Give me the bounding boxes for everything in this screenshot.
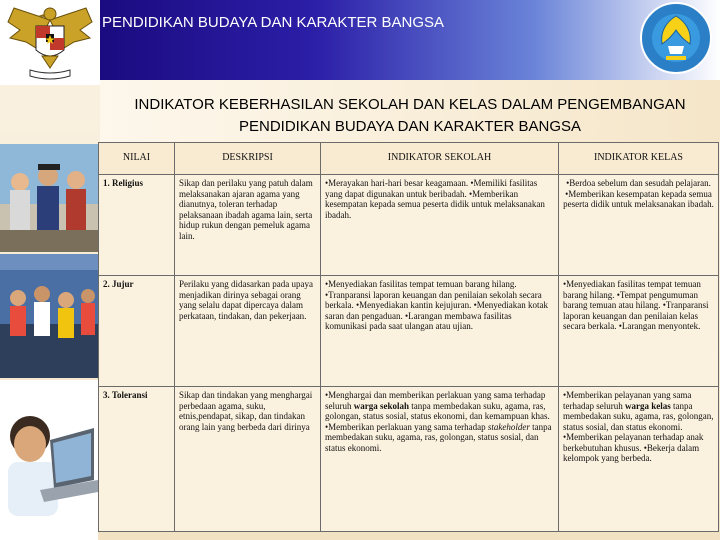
tut-wuri-handayani-logo-icon [636, 0, 716, 76]
column-header-indikator-kelas: INDIKATOR KELAS [559, 143, 719, 175]
column-header-indikator-sekolah: INDIKATOR SEKOLAH [321, 143, 559, 175]
cell-indikator-kelas: •Menyediakan fasilitas tempat temuan barang hilang. •Tempat pengumuman barang temuan atau hilang. •Tranparansi laporan keuangan dan penilaian kelas secara berkala. •Larangan menyontek. [559, 276, 719, 387]
cell-indikator-sekolah: •Merayakan hari-hari besar keagamaan. •Memiliki fasilitas yang dapat digunakan untuk beribadah. •Memberikan kesempatan kepada semua peserta didik untuk melaksanakan ibadah. [321, 175, 559, 276]
cell-nilai: 2. Jujur [99, 276, 175, 387]
cell-indikator-sekolah: •Menyediakan fasilitas tempat temuan barang hilang. •Tranparansi laporan keuangan dan penilaian sekolah secara berkala. •Menyediakan kantin kejujuran. •Menyediakan kotak saran dan pengaduan. •Larangan membawa fasilitas komunikasi pada saat ulangan atau ujian. [321, 276, 559, 387]
text-segment: tanpa membedakan suku, agama, ras, golongan, status sosial, status ekonomi, dan kemampuan khas. •Memberikan perlakuan yang sama terhadap [325, 400, 550, 432]
header-title: PENDIDIKAN BUDAYA DAN KARAKTER BANGSA [102, 14, 445, 31]
garuda-emblem [0, 0, 100, 85]
column-header-deskripsi: DESKRIPSI [175, 143, 321, 175]
table-row-jujur [99, 276, 719, 387]
cell-deskripsi: Perilaku yang didasarkan pada upaya menjadikan dirinya sebagai orang yang selalu dapat dipercaya dalam perkataan, tindakan, dan pekerjaan. [175, 276, 321, 387]
bold-text: warga kelas [624, 400, 671, 411]
child-laptop-photo [0, 380, 98, 540]
text-segment: tanpa membedakan suku, agama, ras, golongan, status sosial, dan status ekonomi. [325, 421, 552, 453]
tut-wuri-handayani-logo [636, 0, 716, 76]
cell-nilai: 1. Religius [99, 175, 175, 276]
text-segment: tanpa membedakan suku, agama, ras, golongan, status sosial, dan status ekonomi. •Memberikan pelayanan terhadap anak berkebutuhan khusus. •Bekerja dalam kelompok yang berbeda. [563, 400, 714, 463]
table-row-religius [99, 175, 719, 276]
italic-text: stakeholder [487, 421, 530, 432]
cell-indikator-kelas [559, 387, 719, 532]
children-activity-photo [0, 254, 98, 378]
page-title: INDIKATOR KEBERHASILAN SEKOLAH DAN KELAS DALAM PENGEMBANGAN PENDIDIKAN BUDAYA DAN KARAKTER BANGSA [134, 96, 686, 135]
table-row-toleransi [99, 387, 719, 532]
cell-nilai: 3. Toleransi [99, 387, 175, 532]
cell-indikator-sekolah [321, 387, 559, 532]
table-header-row [99, 143, 719, 175]
text-segment: •Menghargai dan memberikan perlakuan yang sama terhadap seluruh [325, 390, 546, 411]
cell-deskripsi: Sikap dan tindakan yang menghargai perbedaan agama, suku, etnis,pendapat, sikap, dan tindakan orang lain yang berbeda dari dirinya [175, 387, 321, 532]
column-header-nilai: NILAI [99, 143, 175, 175]
text-segment: •Memberikan pelayanan yang sama terhadap seluruh [563, 390, 692, 411]
bold-text: warga sekolah [353, 400, 410, 411]
garuda-emblem-icon [0, 0, 100, 85]
cell-indikator-kelas: •Berdoa sebelum dan sesudah pelajaran. •Memberikan kesempatan kepada semua peserta didik untuk melaksanakan ibadah. [559, 175, 719, 276]
indicator-table [98, 142, 719, 532]
students-celebration-photo [0, 144, 98, 252]
cell-deskripsi: Sikap dan perilaku yang patuh dalam melaksanakan ajaran agama yang dianutnya, toleran terhadap pelaksanaan ibadah agama lain, serta hidup rukun dengan pemeluk agama lain. [175, 175, 321, 276]
